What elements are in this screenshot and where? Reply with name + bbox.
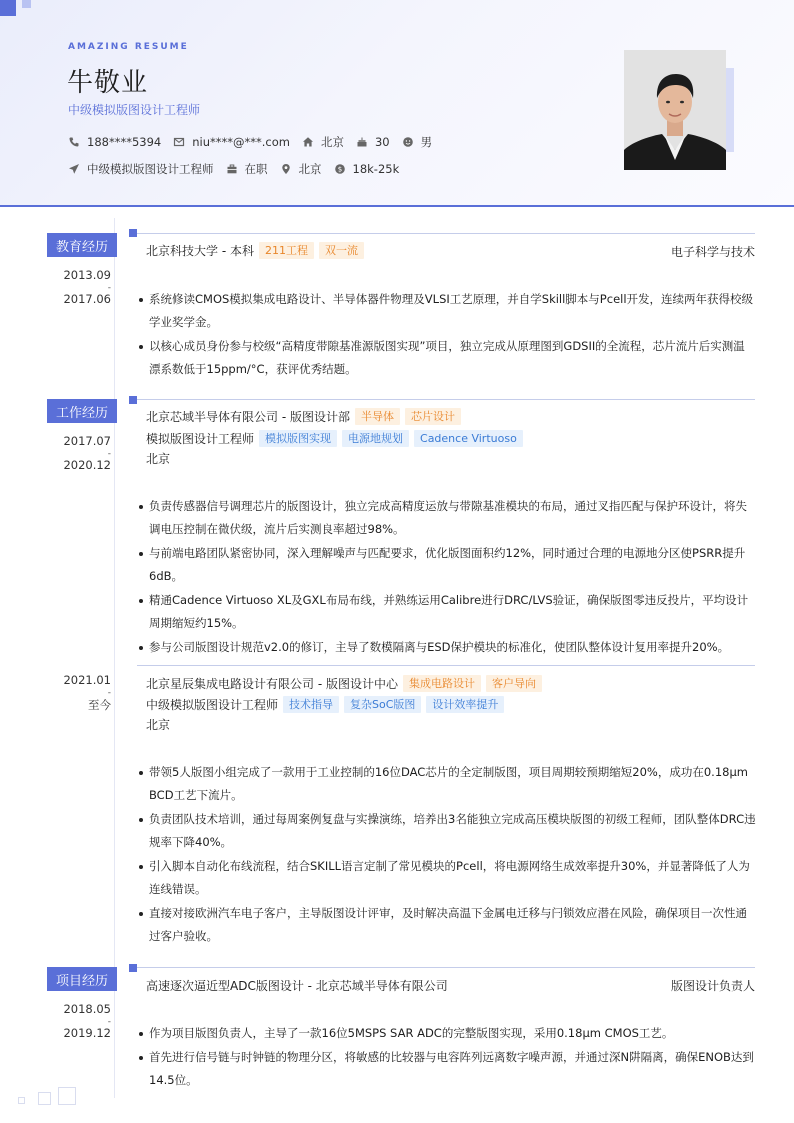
list-item: 与前端电路团队紧密协同，深入理解噪声与匹配要求，优化版图面积约12%，同时通过合理的电源地分区使PSRR提升6dB。 [136, 542, 756, 588]
entry-divider [137, 665, 755, 666]
section-title-education: 教育经历 [47, 233, 117, 257]
list-item: 负责团队技术培训，通过每周案例复盘与实操演练，培养出3名能独立完成高压模块版图的初级工程师，团队整体DRC违规率下降40%。 [136, 808, 756, 854]
skill-tag: 复杂SoC版图 [344, 696, 421, 713]
candidate-name: 牛敬业 [67, 68, 149, 98]
project-end-date: 2019.12 [63, 1026, 111, 1040]
target-job-text: 中级模拟版图设计工程师 [87, 162, 214, 176]
job-role-heading [146, 430, 523, 447]
skill-tag: 技术指导 [283, 696, 339, 713]
footer-decoration [38, 1092, 51, 1105]
section-marker [129, 229, 137, 237]
section-rule [137, 233, 755, 234]
salary-text: 18k-25k [352, 162, 400, 176]
project-start-date: 2018.05 [63, 1002, 111, 1016]
company-tag: 集成电路设计 [403, 675, 481, 692]
job-start-date: 2017.07 [63, 434, 111, 448]
school-name: 北京科技大学 - 本科 [146, 244, 254, 258]
intent-row [68, 161, 411, 177]
list-item: 系统修读CMOS模拟集成电路设计、半导体器件物理及VLSI工艺原理，并自学Skill脚本与Pcell开发，连续两年获得校级学业奖学金。 [136, 288, 756, 334]
cake-icon [356, 136, 368, 148]
hometown-item [302, 134, 344, 150]
list-item: 带领5人版图小组完成了一款用于工业控制的16位DAC芯片的全定制版图，项目周期较预期缩短20%，成功在0.18μm BCD工艺下流片。 [136, 761, 756, 807]
status-text: 在职 [244, 162, 268, 176]
list-item: 参与公司版图设计规范v2.0的修订，主导了数模隔离与ESD保护模块的标准化，使团队整体设计复用率提升20%。 [136, 636, 756, 659]
target-city-item [280, 161, 322, 177]
phone-icon [68, 136, 80, 148]
job-role-heading [146, 696, 504, 713]
edu-end-date: 2017.06 [63, 292, 111, 306]
project-role: 版图设计负责人 [670, 979, 755, 993]
send-icon [68, 163, 80, 175]
job-end-date: 2020.12 [63, 458, 111, 472]
job-city: 北京 [146, 718, 171, 732]
section-title-project: 项目经历 [47, 967, 117, 991]
project-heading [146, 977, 448, 994]
section-rule [137, 967, 755, 968]
footer-decoration [18, 1097, 25, 1104]
company-name: 北京星辰集成电路设计有限公司 - 版图设计中心 [146, 677, 398, 691]
list-item: 负责传感器信号调理芯片的版图设计，独立完成高精度运放与带隙基准模块的布局，通过叉指匹配与保护环设计，将失调电压控制在微伏级，流片后实测良率超过98%。 [136, 495, 756, 541]
footer-decoration [58, 1087, 76, 1105]
phone-item [68, 135, 161, 149]
target-job-item [68, 161, 214, 177]
email-text: niu****@***.com [192, 135, 290, 149]
header-divider [0, 205, 794, 207]
skill-tag: 模拟版图实现 [259, 430, 337, 447]
date-separator: - [107, 449, 111, 459]
edu-start-date: 2013.09 [63, 268, 111, 282]
skill-tag: 设计效率提升 [426, 696, 504, 713]
status-item [226, 161, 268, 177]
email-item [173, 135, 290, 149]
company-name: 北京芯域半导体有限公司 - 版图设计部 [146, 410, 350, 424]
list-item: 引入脚本自动化布线流程，结合SKILL语言定制了常见模块的Pcell，将电源网络生成效率提升30%，并显著降低了人为连线错误。 [136, 855, 756, 901]
candidate-title: 中级模拟版图设计工程师 [68, 103, 201, 117]
section-marker [129, 964, 137, 972]
job-city: 北京 [146, 452, 171, 466]
section-rule [137, 399, 755, 400]
date-separator: - [107, 1017, 111, 1027]
contact-row [68, 134, 444, 150]
project-name: 高速逐次逼近型ADC版图设计 - 北京芯域半导体有限公司 [146, 979, 448, 993]
corner-decoration-small [22, 0, 31, 8]
section-marker [129, 396, 137, 404]
company-tag: 芯片设计 [405, 408, 461, 425]
project-bullets [136, 1022, 756, 1093]
school-tag: 双一流 [319, 242, 364, 259]
skill-tag: Cadence Virtuoso [414, 430, 523, 447]
job-bullets [136, 495, 756, 660]
list-item: 精通Cadence Virtuoso XL及GXL布局布线，并熟练运用Calibre进行DRC/LVS验证，确保版图零违反投片，平均设计周期缩短约15%。 [136, 589, 756, 635]
home-icon [302, 136, 314, 148]
hometown-text: 北京 [320, 135, 344, 149]
job-role: 模拟版图设计工程师 [146, 432, 255, 446]
portrait-image [624, 50, 726, 170]
briefcase-icon [226, 163, 238, 175]
major: 电子科学与技术 [670, 245, 755, 259]
list-item: 作为项目版图负责人，主导了一款16位5MSPS SAR ADC的完整版图实现，采用0.18μm CMOS工艺。 [136, 1022, 756, 1045]
job-company-heading [146, 408, 461, 425]
money-icon [334, 163, 346, 175]
corner-decoration [0, 0, 16, 16]
list-item: 以核心成员身份参与校级“高精度带隙基准源版图实现”项目，独立完成从原理图到GDSII的全流程，芯片流片后实测温漂系数低于15ppm/°C，获评优秀结题。 [136, 335, 756, 381]
phone-text: 188****5394 [87, 135, 162, 149]
list-item: 直接对接欧洲汽车电子客户，主导版图设计评审，及时解决高温下金属电迁移与闩锁效应潜在风险，确保项目一次性通过客户验收。 [136, 902, 756, 948]
company-tag: 客户导向 [486, 675, 542, 692]
salary-item [334, 162, 400, 176]
age-text: 30 [374, 135, 390, 149]
gender-text: 男 [420, 135, 433, 149]
smile-icon [402, 136, 414, 148]
location-pin-icon [280, 163, 292, 175]
candidate-photo [624, 50, 726, 170]
job-bullets [136, 761, 756, 949]
company-tag: 半导体 [355, 408, 400, 425]
job-start-date: 2021.01 [63, 673, 111, 687]
timeline-line [114, 218, 115, 1098]
job-end-date: 至今 [88, 698, 111, 712]
job-role: 中级模拟版图设计工程师 [146, 698, 279, 712]
age-item [356, 135, 390, 149]
education-heading [146, 242, 364, 259]
job-company-heading [146, 675, 542, 692]
date-separator: - [107, 688, 111, 698]
resume-tagline: AMAZING RESUME [68, 42, 189, 52]
svg-text:$: $ [337, 165, 342, 174]
skill-tag: 电源地规划 [342, 430, 409, 447]
gender-item [402, 134, 433, 150]
education-bullets [136, 288, 756, 382]
mail-icon [173, 136, 185, 148]
school-tag: 211工程 [259, 242, 314, 259]
section-title-work: 工作经历 [47, 399, 117, 423]
list-item: 首先进行信号链与时钟链的物理分区，将敏感的比较器与电容阵列远离数字噪声源，并通过深N阱隔离，确保ENOB达到14.5位。 [136, 1046, 756, 1092]
target-city-text: 北京 [298, 162, 322, 176]
date-separator: - [107, 283, 111, 293]
